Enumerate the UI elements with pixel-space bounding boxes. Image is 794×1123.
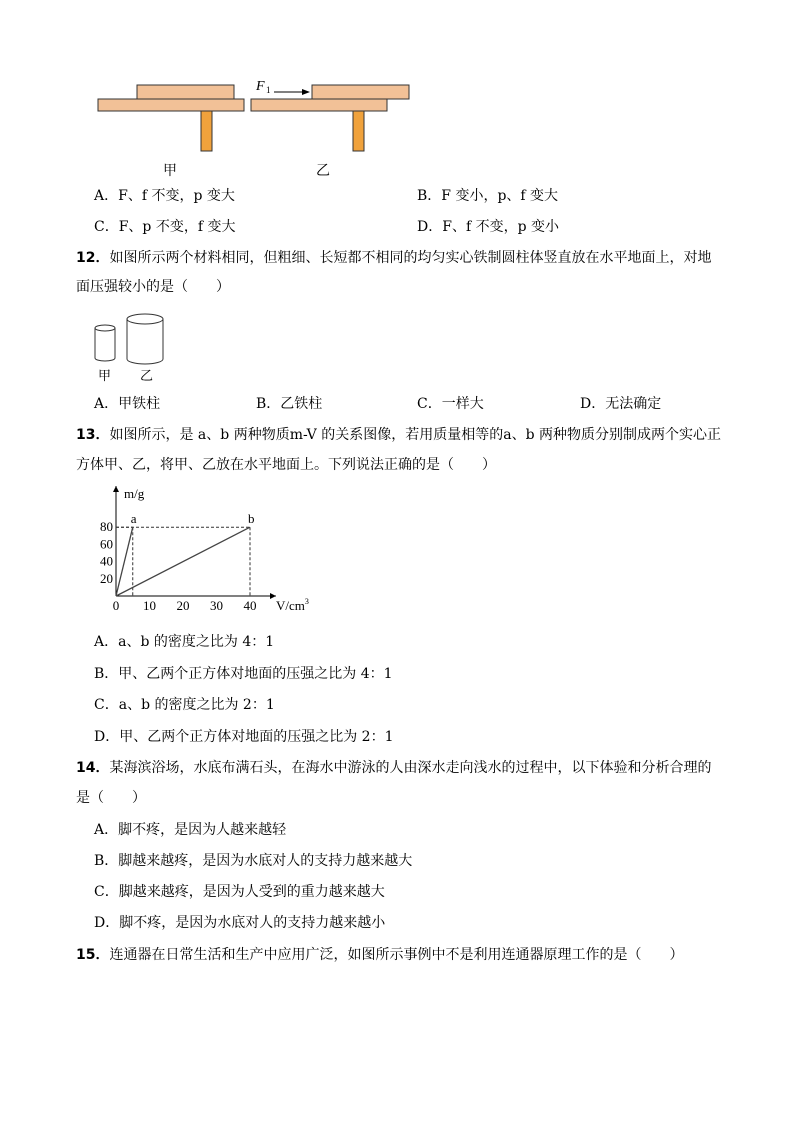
q12-option-b[interactable]	[256, 394, 322, 414]
option-text: F、f 不变，p 变小	[442, 219, 559, 235]
q14-text-2: 是（ ）	[76, 790, 146, 806]
q13-x-tick-label: 40	[243, 598, 257, 613]
option-letter: C．	[94, 219, 119, 235]
q15-text-1: 连通器在日常生活和生产中应用广泛，如图所示事例中不是利用连通器原理工作的是（ ）	[109, 947, 684, 963]
option-text: 脚越来越疼，是因为水底对人的支持力越来越大	[118, 853, 413, 869]
q12-text-2: 面压强较小的是（ ）	[76, 279, 230, 295]
q12-cylinder-jia-top	[95, 325, 115, 331]
option-text: 乙铁柱	[280, 396, 323, 412]
q13-x-tick-label: 0	[112, 598, 120, 613]
option-letter: D．	[417, 219, 443, 235]
q13-option-d[interactable]	[94, 727, 394, 747]
option-letter: A．	[94, 634, 119, 650]
q11-option-a[interactable]	[94, 186, 235, 206]
q13-option-a[interactable]	[94, 632, 274, 652]
q11-force-sub: 1	[266, 85, 271, 95]
q13-number: 13．	[76, 427, 110, 443]
option-text: 甲铁柱	[118, 396, 161, 412]
q13-y-tick-label: 20	[100, 570, 113, 586]
q11-jia-table-top	[98, 99, 244, 111]
option-letter: A．	[94, 188, 119, 204]
q14-option-d[interactable]	[94, 913, 385, 933]
option-letter: C．	[417, 396, 442, 412]
q12-number: 12．	[76, 250, 110, 266]
option-letter: A．	[94, 822, 119, 838]
q14-option-c[interactable]	[94, 882, 385, 902]
q13-y-axis-label: m/g	[124, 486, 145, 501]
q15-number: 15．	[76, 947, 110, 963]
option-text: 甲、乙两个正方体对地面的压强之比为 4：1	[118, 666, 393, 682]
option-text: a、b 的密度之比为 2：1	[118, 697, 275, 713]
q14-option-a[interactable]	[94, 820, 286, 840]
option-text: F、p 不变，f 变大	[118, 219, 236, 235]
option-letter: D．	[580, 396, 606, 412]
q13-series-line-a	[116, 527, 133, 596]
q12-cylinder-yi-top	[127, 314, 163, 324]
option-text: a、b 的密度之比为 4：1	[118, 634, 275, 650]
q14-text-1: 某海滨浴场，水底布满石头，在海水中游泳的人由深水走向浅水的过程中，以下体验和分析合理的	[109, 760, 712, 776]
q13-text-1: 如图所示，是 a、b 两种物质m-V 的关系图像，若用质量相等的a、b 两种物质分别制成两个实心正	[109, 427, 721, 443]
q11-force-arrowhead	[302, 89, 310, 95]
q12-cylinder-yi	[127, 319, 163, 364]
q11-jia-top-board	[137, 85, 234, 99]
q13-option-c[interactable]	[94, 695, 275, 715]
option-letter: B．	[417, 188, 442, 204]
q13-text-2: 方体甲、乙，将甲、乙放在水平地面上。下列说法正确的是（ ）	[76, 457, 496, 473]
option-letter: C．	[94, 884, 119, 900]
q14-number: 14．	[76, 760, 110, 776]
q11-force-label: F	[256, 79, 265, 94]
option-text: F、f 不变，p 变大	[118, 188, 235, 204]
q14-stem-line2	[76, 788, 146, 808]
option-letter: D．	[94, 729, 120, 745]
q13-option-b[interactable]	[94, 664, 393, 684]
q13-x-tick-label: 30	[210, 598, 223, 613]
q11-option-b[interactable]	[417, 186, 558, 206]
q11-figure	[90, 76, 420, 186]
q13-stem-line1	[76, 425, 721, 445]
option-text: 无法确定	[605, 396, 662, 412]
q13-x-tick-label: 20	[176, 598, 190, 613]
q12-label-jia: 甲	[98, 369, 112, 384]
q13-x-axis-label: $V/cm^3$	[276, 597, 309, 613]
q11-label-jia: 甲	[163, 163, 177, 179]
q15-stem-line1	[76, 945, 683, 965]
q12-stem-line2	[76, 277, 230, 297]
q11-option-c[interactable]	[94, 217, 235, 237]
q13-series-line-b	[116, 527, 250, 596]
q11-option-d[interactable]	[417, 217, 559, 237]
q12-option-d[interactable]	[580, 394, 661, 414]
option-text: 脚不疼，是因为人越来越轻	[118, 822, 287, 838]
q13-series-label-a: a	[130, 511, 137, 527]
q14-stem-line1	[76, 758, 711, 778]
q12-option-a[interactable]	[94, 394, 160, 414]
q13-y-tick-label: 40	[100, 553, 113, 569]
q11-yi-table-leg	[353, 111, 364, 151]
option-text: 甲、乙两个正方体对地面的压强之比为 2：1	[119, 729, 394, 745]
q12-text-1: 如图所示两个材料相同，但粗细、长短都不相同的均匀实心铁制圆柱体竖直放在水平地面上，对地	[109, 250, 712, 266]
q12-stem-line1	[76, 248, 711, 268]
q12-figure	[90, 310, 170, 368]
q11-yi-table-top	[251, 99, 387, 111]
option-letter: B．	[94, 666, 119, 682]
q12-label-yi: 乙	[140, 369, 154, 384]
q13-x-tick-label: 10	[143, 598, 156, 613]
q13-series-label-b: b	[248, 511, 255, 527]
option-text: F 变小，p、f 变大	[441, 188, 559, 204]
q13-chart	[90, 480, 330, 620]
q11-jia-table-leg	[201, 111, 212, 151]
q11-label-yi: 乙	[316, 163, 330, 179]
q12-cylinder-jia	[95, 328, 115, 361]
option-letter: B．	[256, 396, 281, 412]
option-letter: A．	[94, 396, 119, 412]
q13-y-tick-label: 60	[100, 536, 113, 552]
q11-yi-top-board	[312, 85, 409, 99]
q14-option-b[interactable]	[94, 851, 412, 871]
q12-option-c[interactable]	[417, 394, 484, 414]
option-text: 脚不疼，是因为水底对人的支持力越来越小	[119, 915, 386, 931]
option-text: 一样大	[441, 396, 484, 412]
q13-x-axis-label-sup: 3	[304, 597, 309, 606]
q13-y-tick-label: 80	[100, 519, 113, 535]
q13-stem-line2	[76, 455, 496, 475]
option-letter: C．	[94, 697, 119, 713]
option-text: 脚越来越疼，是因为人受到的重力越来越大	[118, 884, 385, 900]
option-letter: B．	[94, 853, 119, 869]
option-letter: D．	[94, 915, 120, 931]
